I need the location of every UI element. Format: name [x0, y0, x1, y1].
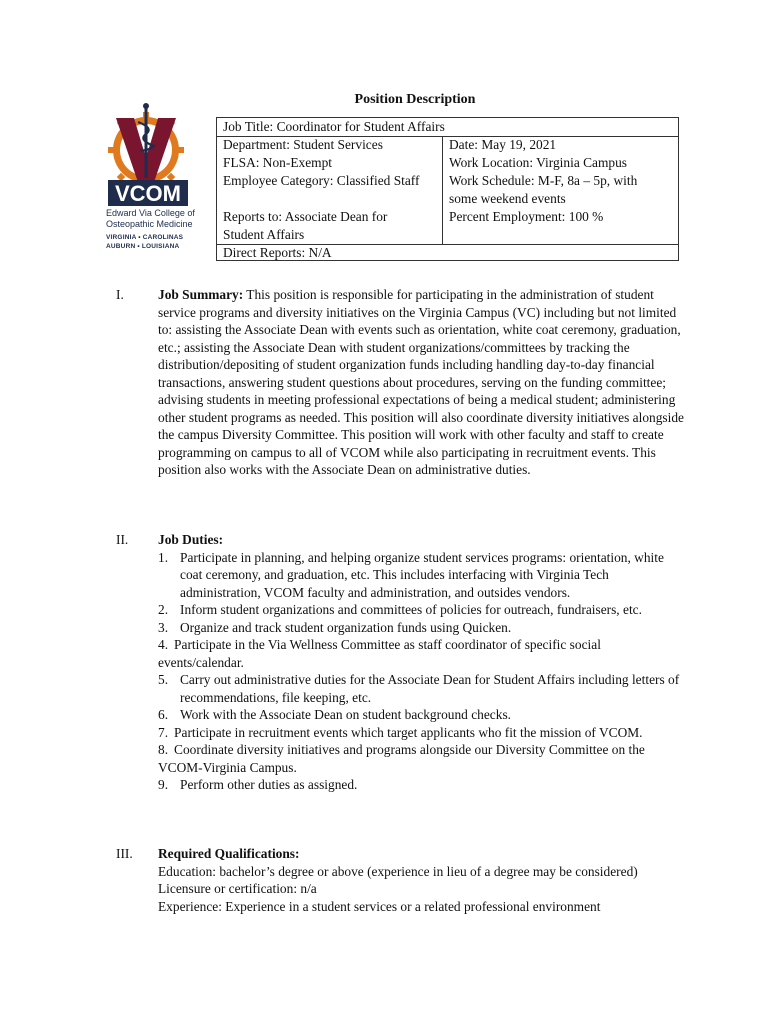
work-location: Work Location: Virginia Campus	[449, 155, 627, 170]
section-title: Job Duties:	[158, 532, 224, 547]
list-item: 9. Perform other duties as assigned.	[158, 777, 358, 792]
list-item: 6. Work with the Associate Dean on student background checks.	[158, 707, 511, 722]
duties-list	[158, 549, 686, 794]
list-item: 3. Organize and track student organization funds using Quicken.	[158, 619, 512, 635]
experience-requirement: Experience: Experience in a student services or a related professional environment	[158, 898, 601, 914]
percent-employment: Percent Employment: 100 %	[449, 209, 604, 224]
list-item: 4. Participate in the Via Wellness Committee as staff coordinator of specific social events/calendar.	[158, 637, 601, 670]
list-item: 5. Carry out administrative duties for the Associate Dean for Student Affairs including letters of recommendations, file keeping, etc.	[158, 672, 680, 705]
list-item: 1. Participate in planning, and helping organize student services programs: orientation, white coat ceremony, and graduation, etc. This includes interfacing with Virginia Tech administration, VCOM faculty and administration, and outsides vendors.	[158, 549, 664, 600]
table-column-divider	[442, 136, 443, 244]
logo-tagline-2: Osteopathic Medicine	[106, 219, 193, 229]
logo-states-1: VIRGINIA • CAROLINAS	[106, 234, 184, 241]
logo-states-2: AUBURN • LOUISIANA	[106, 243, 180, 250]
section-title: Job Summary:	[158, 287, 244, 302]
logo-text	[106, 181, 196, 251]
section-job-duties	[116, 531, 686, 831]
page-title: Position Description	[354, 92, 476, 107]
list-item: 8. Coordinate diversity initiatives and programs alongside our Diversity Committee on the VCOM-Virginia Campus.	[158, 742, 645, 775]
section-body	[158, 845, 686, 915]
summary-text: This position is responsible for participating in the administration of student service programs and diversity initiatives on the Virginia Campus (VC) including but not limited to: assisting the Associate Dean with events such as orientation, white coat ceremony, graduation, etc.; assisting the Associate Dean with student organizations/committees by tracking the distribution/depositing of student organization funds including handling day-to-day financial transactions, answering student questions about procedures, serving on the funding committee; advising students in meeting professional expectations of being a medical student; administering other student programs as needed. This position will also coordinate diversity initiatives alongside the campus Diversity Committee. This position will work with other faculty and staff to create programming on campus to all of VCOM while also participating in recruitment events. This position also works with the Associate Dean on administrative duties.	[158, 287, 684, 477]
date: Date: May 19, 2021	[449, 137, 557, 152]
section-title: Required Qualifications:	[158, 846, 300, 861]
section-body	[158, 286, 686, 479]
job-title: Job Title: Coordinator for Student Affairs	[223, 119, 445, 134]
work-schedule-line-1: Work Schedule: M-F, 8a – 5p, with	[449, 173, 638, 188]
direct-reports: Direct Reports: N/A	[223, 245, 332, 260]
section-numeral: III.	[116, 846, 133, 861]
position-info-table	[216, 117, 679, 261]
svg-text:VCOM: VCOM	[115, 181, 181, 206]
reports-to-line-2: Student Affairs	[223, 227, 305, 242]
list-item: 2. Inform student organizations and committees of policies for outreach, fundraisers, etc.	[158, 602, 642, 617]
logo-tagline-1: Edward Via College of	[106, 208, 195, 218]
list-item: 7. Participate in recruitment events which target applicants who fit the mission of VCOM.	[158, 724, 643, 740]
vcom-wordmark	[108, 180, 188, 206]
licensure-requirement: Licensure or certification: n/a	[158, 881, 317, 896]
flsa-status: FLSA: Non-Exempt	[223, 155, 332, 170]
education-requirement: Education: bachelor’s degree or above (experience in lieu of a degree may be considered)	[158, 863, 638, 879]
section-numeral: I.	[116, 287, 124, 302]
department: Department: Student Services	[223, 137, 383, 152]
logo-states	[106, 233, 196, 251]
reports-to-line-1: Reports to: Associate Dean for	[223, 209, 388, 224]
section-body	[158, 531, 686, 794]
employee-category: Employee Category: Classified Staff	[223, 173, 420, 188]
section-numeral: II.	[116, 532, 129, 547]
summary-paragraph	[158, 286, 686, 479]
section-qualifications	[116, 845, 686, 925]
section-job-summary	[116, 286, 686, 516]
work-schedule-line-2: some weekend events	[449, 191, 566, 206]
